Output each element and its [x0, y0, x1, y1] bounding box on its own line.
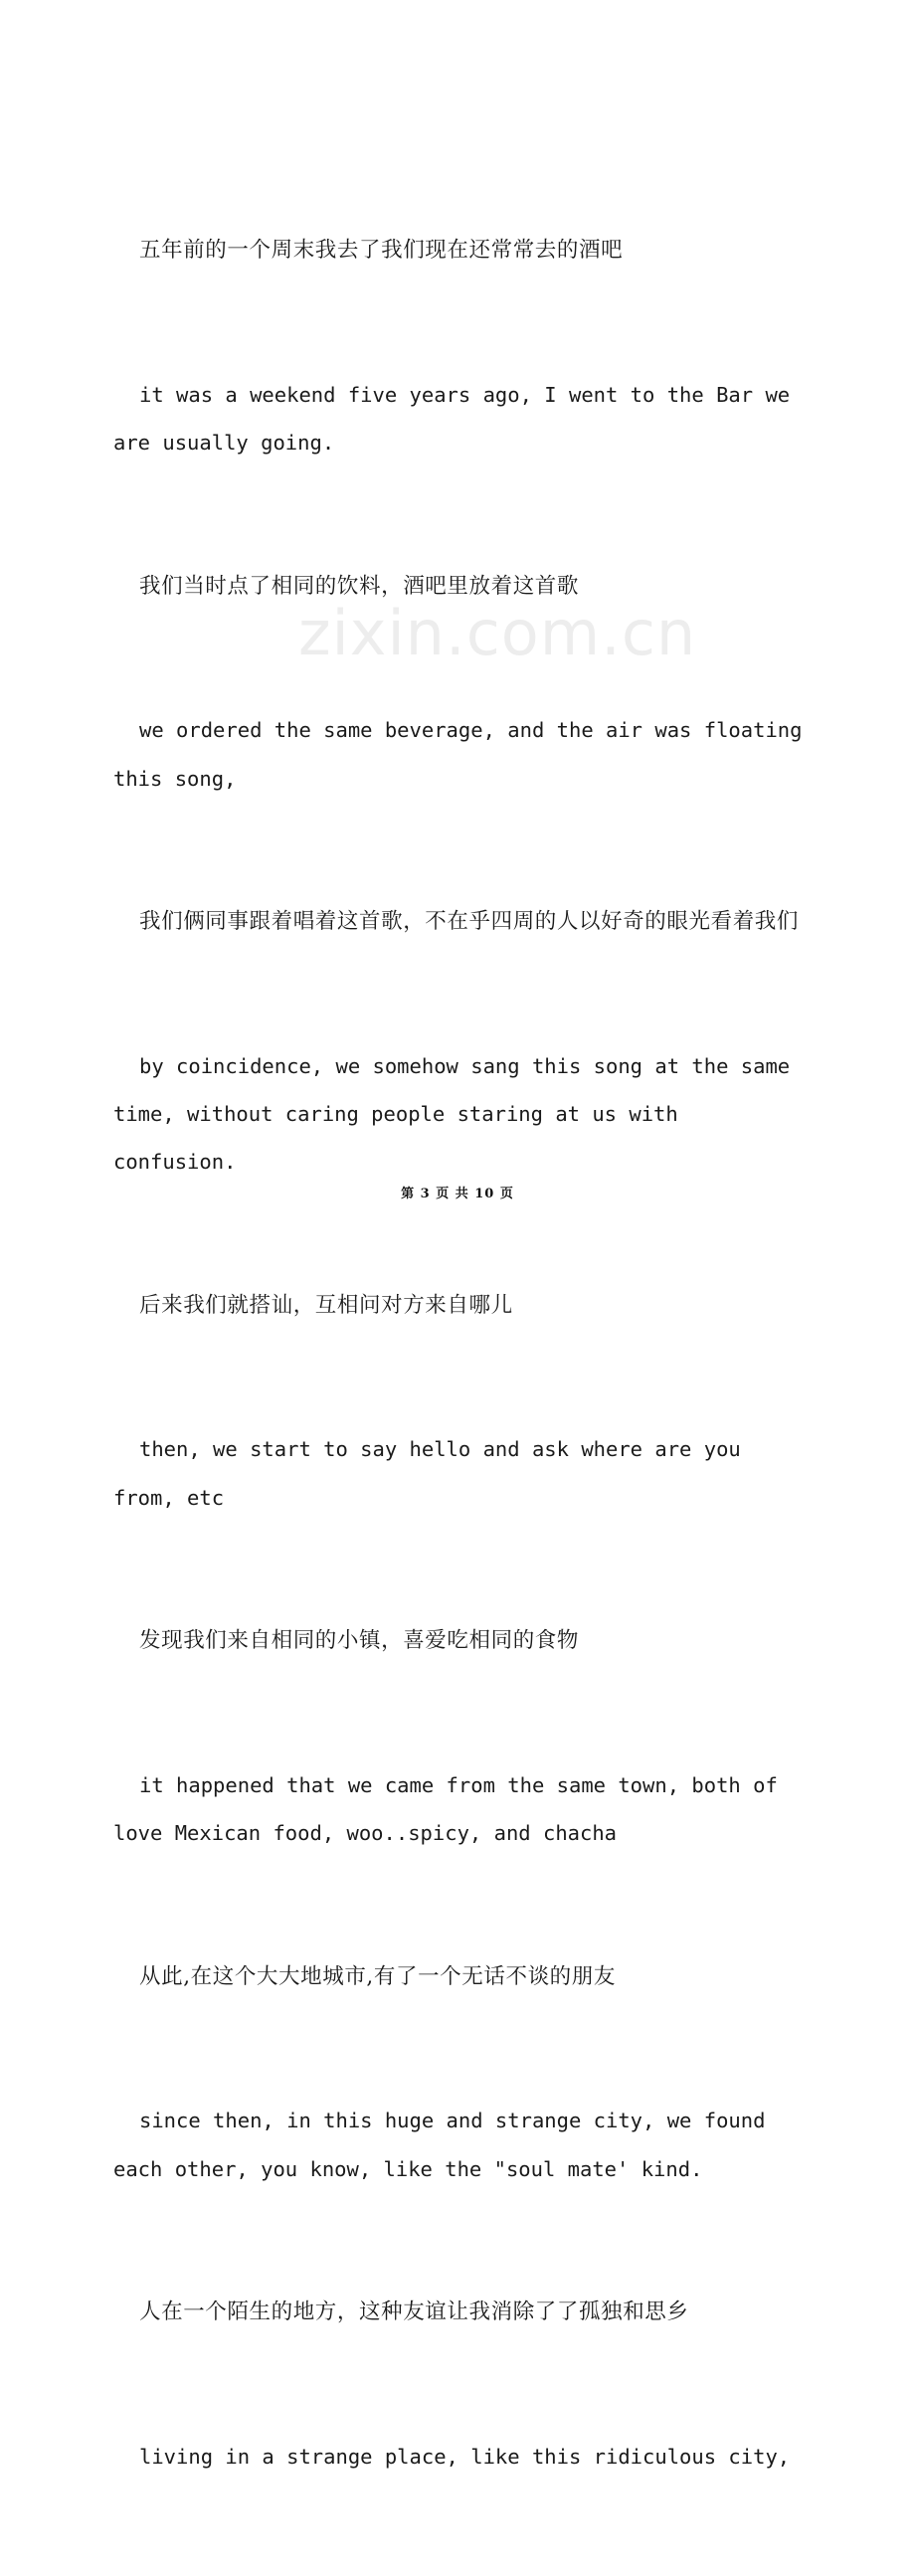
paragraph-zh-5: 发现我们来自相同的小镇，喜爱吃相同的食物: [139, 1628, 580, 1654]
paragraph-en-7: living in a strange place, like this ridiculous city,: [139, 2444, 791, 2469]
paragraph-en-1: it was a weekend five years ago, I went to the Bar we are usually going.: [113, 383, 803, 456]
paragraph-en-6: since then, in this huge and strange city, we found each other, you know, like the "soul mate' kind.: [113, 2109, 778, 2181]
document-body: [113, 131, 815, 2576]
paragraph-zh-3: 我们俩同事跟着唱着这首歌，不在乎四周的人以好奇的眼光看着我们: [139, 909, 800, 935]
paragraph-en-4: then, we start to say hello and ask where are you from, etc: [113, 1437, 754, 1510]
paragraph-en-3: by coincidence, we somehow sang this song at the same time, without caring people staring at us with confusion.: [113, 1053, 803, 1175]
paragraph-zh-7: 人在一个陌生的地方，这种友谊让我消除了了孤独和思乡: [139, 2300, 689, 2325]
page-number-footer: 第 3 页 共 10 页: [401, 1187, 514, 1201]
paragraph-zh-1: 五年前的一个周末我去了我们现在还常常去的酒吧: [139, 238, 624, 264]
paragraph-zh-4: 后来我们就搭讪，互相问对方来自哪儿: [139, 1292, 513, 1318]
paragraph-zh-6: 从此,在这个大大地城市,有了一个无话不谈的朋友: [139, 1963, 616, 1989]
paragraph-en-2: we ordered the same beverage, and the air was floating this song,: [113, 718, 815, 791]
watermark: zixin.com.cn: [298, 597, 697, 669]
paragraph-zh-2: 我们当时点了相同的饮料，酒吧里放着这首歌: [139, 573, 580, 599]
paragraph-en-5: it happened that we came from the same town, both of love Mexican food, woo..spicy, and chacha: [113, 1772, 791, 1846]
